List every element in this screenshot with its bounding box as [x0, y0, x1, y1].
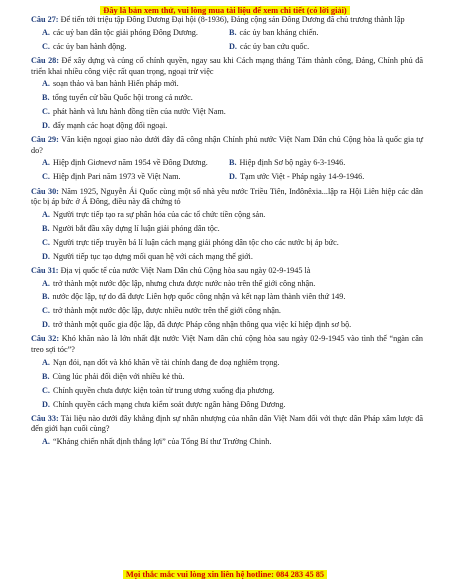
option-c: C. Chính quyền chưa được kiện toàn từ trung ương xuống địa phương. [42, 385, 275, 395]
question-text: Khó khăn nào là lớn nhất đặt nước Việt Nam dân chủ cộng hòa sau ngày 02-9-1945 vào tình thế “ngàn cân treo sợi tóc”? [31, 334, 424, 355]
question-text: Tài liệu nào dưới đây khẳng định sự nhân nhượng của nhân dân Việt Nam đối với thực dân Pháp xâm lược đã đến giới hạn cuối cùng? [31, 413, 423, 434]
question-number: Câu 30: [31, 186, 59, 196]
option-a: A. “Kháng chiến nhất định thắng lợi” của Tổng Bí thư Trường Chinh. [42, 437, 272, 447]
question-33 [31, 414, 423, 448]
question-text: Địa vị quốc tế của nước Việt Nam Dân chủ Cộng hòa sau ngày 02-9-1945 là [60, 265, 311, 275]
option-a: A. các uỷ ban dân tộc giải phóng Đông Dương. [42, 27, 198, 37]
option-a: A. soạn thảo và ban hành Hiến pháp mới. [42, 79, 179, 89]
question-list [31, 15, 423, 451]
question-text: Văn kiện ngoại giao nào dưới đây đã công nhận Chính phủ nước Việt Nam Dân chủ Cộng hòa là quốc gia tự do? [31, 135, 424, 155]
option-b: B. Hiệp định Sơ bộ ngày 6-3-1946. [229, 158, 346, 168]
preview-banner: Đây là bản xem thử, vui lòng mua tài liệu để xem chi tiết (có lời giải) [0, 5, 450, 16]
option-d: D. Chính quyền cách mạng chưa kiểm soát được ngân hàng Đông Dương. [42, 399, 286, 409]
question-number: Câu 32: [31, 334, 60, 344]
question-text: Để tiến tới triệu tập Đông Dương Đại hội (8-1936), Đảng cộng sản Đông Dương đã chủ trương thành lập [60, 15, 405, 24]
option-c: C. Hiệp định Pari năm 1973 về Việt Nam. [42, 172, 181, 182]
option-d: D. Người tiếp tục tạo dựng mối quan hệ với cách mạng thế giới. [42, 251, 253, 261]
question-27 [31, 15, 423, 52]
option-d: D. các ủy ban cứu quốc. [229, 41, 310, 51]
question-31 [31, 266, 423, 331]
option-c: C. trở thành một nước độc lập, được nhiều nước trên thế giới công nhận. [42, 306, 281, 316]
question-text: Để xây dựng và củng cố chính quyền, ngay sau khi Cách mạng tháng Tám thành công, Đảng, Chính phủ đã triển khai nhiều công việc rất quan trọng, ngoại trừ việc [31, 55, 423, 76]
option-c: C. phát hành và lưu hành đồng tiền của nước Việt Nam. [42, 106, 226, 116]
option-b: B. nước độc lập, tự do đã được Liên hợp quốc công nhận và kết nạp làm thành viên thứ 149. [42, 292, 346, 302]
question-number: Câu 31: [31, 265, 59, 275]
option-b: B. các ủy ban kháng chiến. [229, 27, 319, 37]
hotline-banner: Mọi thắc mắc vui lòng xin liên hệ hotline: 084 283 45 85 [0, 569, 450, 580]
question-number: Câu 28: [31, 55, 59, 65]
question-32 [31, 334, 423, 410]
option-d: D. đẩy mạnh các hoạt động đối ngoại. [42, 120, 168, 130]
question-text: Năm 1925, Nguyễn Ái Quốc cùng một số nhà yêu nước Triều Tiên, Inđônêxia...lập ra Hội Liên hiệp các dân tộc bị áp bức ở Á Đông, điều này đã chứng tỏ [31, 186, 423, 207]
option-a: A. Hiệp định Giơnevơ năm 1954 về Đông Dương. [42, 158, 208, 168]
question-28 [31, 56, 423, 132]
option-c: C. Người trực tiếp truyền bá lí luận cách mạng giải phóng dân tộc cho các nước bị áp bức. [42, 237, 339, 247]
option-b: B. Người bắt đầu xây dựng lí luận giải phóng dân tộc. [42, 223, 220, 233]
question-number: Câu 29: [31, 135, 59, 145]
option-d: D. Tạm ước Việt - Pháp ngày 14-9-1946. [229, 172, 365, 182]
question-29 [31, 135, 423, 183]
option-b: B. tổng tuyển cử bầu Quốc hội trong cả nước. [42, 93, 193, 103]
option-c: C. các ủy ban hành động. [42, 41, 127, 51]
option-a: A. Nạn đói, nạn dốt và khó khăn về tài chính đang đe doạ nghiêm trọng. [42, 357, 280, 367]
question-30 [31, 187, 423, 263]
option-d: D. trở thành một quốc gia độc lập, đã được Pháp công nhận thông qua việc kí hiệp định sơ bộ. [42, 320, 352, 330]
question-number: Câu 33: [31, 413, 59, 423]
option-a: A. Người trực tiếp tạo ra sự phân hóa của các tổ chức tiền cộng sản. [42, 209, 266, 219]
option-a: A. trở thành một nước độc lập, nhưng chưa được nước nào trên thế giới công nhận. [42, 278, 316, 288]
option-b: B. Cùng lúc phải đối diện với nhiều kẻ thù. [42, 371, 185, 381]
question-number: Câu 27: [31, 15, 59, 24]
